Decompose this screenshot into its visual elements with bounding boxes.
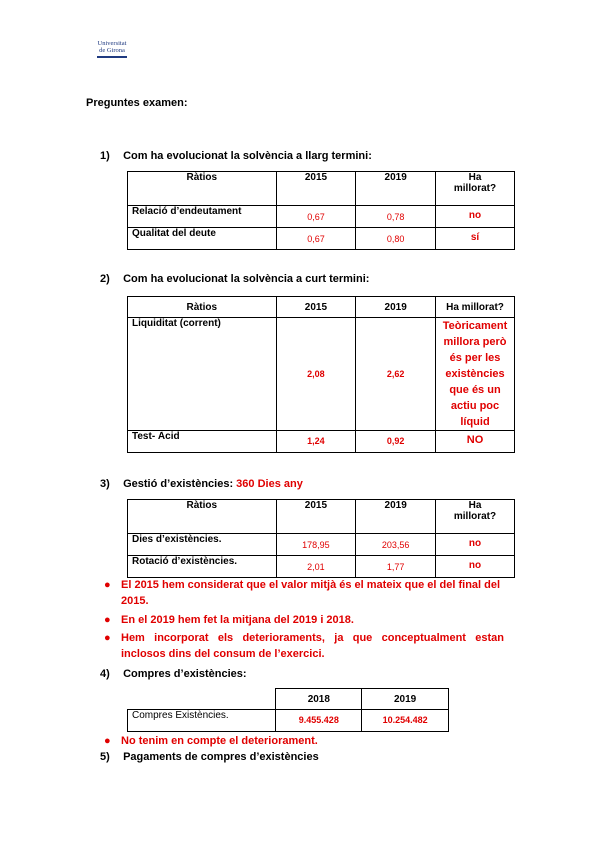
question-3 <box>100 478 303 490</box>
list-item <box>104 577 504 609</box>
header-2015: 2015 <box>276 297 356 318</box>
table-row <box>128 534 515 556</box>
logo-line-2: de Girona <box>99 47 125 54</box>
cell-improved: sí <box>436 228 515 250</box>
row-label: Liquiditat (corrent) <box>128 318 277 431</box>
table-row <box>128 228 515 250</box>
cell-2015: 0,67 <box>276 228 356 250</box>
bullet-text: Hem incorporat els deterioraments, ja que conceptualment estan inclosos dins del consum de l’exercici. <box>121 632 504 660</box>
cell-improved: no <box>436 206 515 228</box>
question-4-text: Compres d’existències: <box>123 668 247 680</box>
bullet-icon: ● <box>104 614 111 626</box>
header-ratios: Ràtios <box>128 500 277 534</box>
header-2019: 2019 <box>356 500 436 534</box>
question-3-number: 3) <box>100 478 110 490</box>
row-label: Dies d’existències. <box>128 534 277 556</box>
question-3-highlight: 360 Dies any <box>236 478 303 490</box>
table-row <box>128 556 515 578</box>
question-4-number: 4) <box>100 668 110 680</box>
header-improved: Ha millorat? <box>436 500 515 534</box>
header-ratios: Ràtios <box>128 172 277 206</box>
question-4 <box>100 668 247 680</box>
table-header-row <box>128 297 515 318</box>
question-5 <box>100 751 319 763</box>
header-2019: 2019 <box>356 172 436 206</box>
row-label: Test- Àcid <box>128 431 277 453</box>
header-improved: Ha millorat? <box>436 172 515 206</box>
cell-improved: no <box>436 534 515 556</box>
table-header-row <box>128 500 515 534</box>
list-item <box>104 612 504 628</box>
cell-2018: 9.455.428 <box>276 710 362 732</box>
cell-improved: Teòricament millora però és per les existències que és un actiu poc líquid <box>436 318 515 431</box>
cell-2019: 0,78 <box>356 206 436 228</box>
table-header-row <box>128 172 515 206</box>
list-item <box>104 630 504 662</box>
row-label: Relació d’endeutament <box>128 206 277 228</box>
table-row <box>128 318 515 431</box>
bullet-icon: ● <box>104 632 111 644</box>
table-row <box>128 710 449 732</box>
header-2019: 2019 <box>362 689 449 710</box>
cell-2015: 0,67 <box>276 206 356 228</box>
header-2019: 2019 <box>356 297 436 318</box>
table-inventory-purchases <box>127 688 449 732</box>
cell-2015: 2,01 <box>276 556 356 578</box>
header-2018: 2018 <box>276 689 362 710</box>
question-5-number: 5) <box>100 751 110 763</box>
row-label: Rotació d’existències. <box>128 556 277 578</box>
bullet-icon: ● <box>104 579 111 591</box>
row-label: Qualitat del deute <box>128 228 277 250</box>
table-short-term-solvency <box>127 296 515 453</box>
cell-2019: 203,56 <box>356 534 436 556</box>
table-inventory-management <box>127 499 515 578</box>
bullet-text: No tenim en compte el deteriorament. <box>121 735 318 747</box>
question-1-text: Com ha evolucionat la solvència a llarg termini: <box>123 150 372 162</box>
cell-2019: 2,62 <box>356 318 436 431</box>
cell-improved: no <box>436 556 515 578</box>
cell-2019: 0,80 <box>356 228 436 250</box>
bullet-text: En el 2019 hem fet la mitjana del 2019 i 2018. <box>121 614 354 626</box>
bullet-icon: ● <box>104 735 111 747</box>
question-2-text: Com ha evolucionat la solvència a curt termini: <box>123 273 370 285</box>
logo-line-1: Universitat <box>97 40 127 47</box>
question-2 <box>100 273 369 285</box>
cell-2019: 0,92 <box>356 431 436 453</box>
cell-2019: 10.254.482 <box>362 710 449 732</box>
table-long-term-solvency <box>127 171 515 250</box>
question-2-number: 2) <box>100 273 110 285</box>
header-improved: Ha millorat? <box>436 297 515 318</box>
cell-improved: NO <box>436 431 515 453</box>
question-3-text: Gestió d’existències: <box>123 478 237 490</box>
header-2015: 2015 <box>276 172 356 206</box>
table-header-row <box>128 689 449 710</box>
question-1-number: 1) <box>100 150 110 162</box>
cell-2015: 1,24 <box>276 431 356 453</box>
logo-underline <box>97 56 127 58</box>
list-item <box>104 733 504 749</box>
empty-corner-cell <box>128 689 276 710</box>
table-row <box>128 431 515 453</box>
question-5-text: Pagaments de compres d’existències <box>123 751 319 763</box>
row-label: Compres Existències. <box>128 710 276 732</box>
cell-2015: 2,08 <box>276 318 356 431</box>
page-title: Preguntes examen: <box>86 97 188 109</box>
bullet-text: El 2015 hem considerat que el valor mitjà és el mateix que el del final del 2015. <box>121 579 501 607</box>
table-row <box>128 206 515 228</box>
cell-2015: 178,95 <box>276 534 356 556</box>
university-logo <box>86 40 138 58</box>
cell-2019: 1,77 <box>356 556 436 578</box>
header-2015: 2015 <box>276 500 356 534</box>
header-ratios: Ràtios <box>128 297 277 318</box>
question-1 <box>100 150 372 162</box>
